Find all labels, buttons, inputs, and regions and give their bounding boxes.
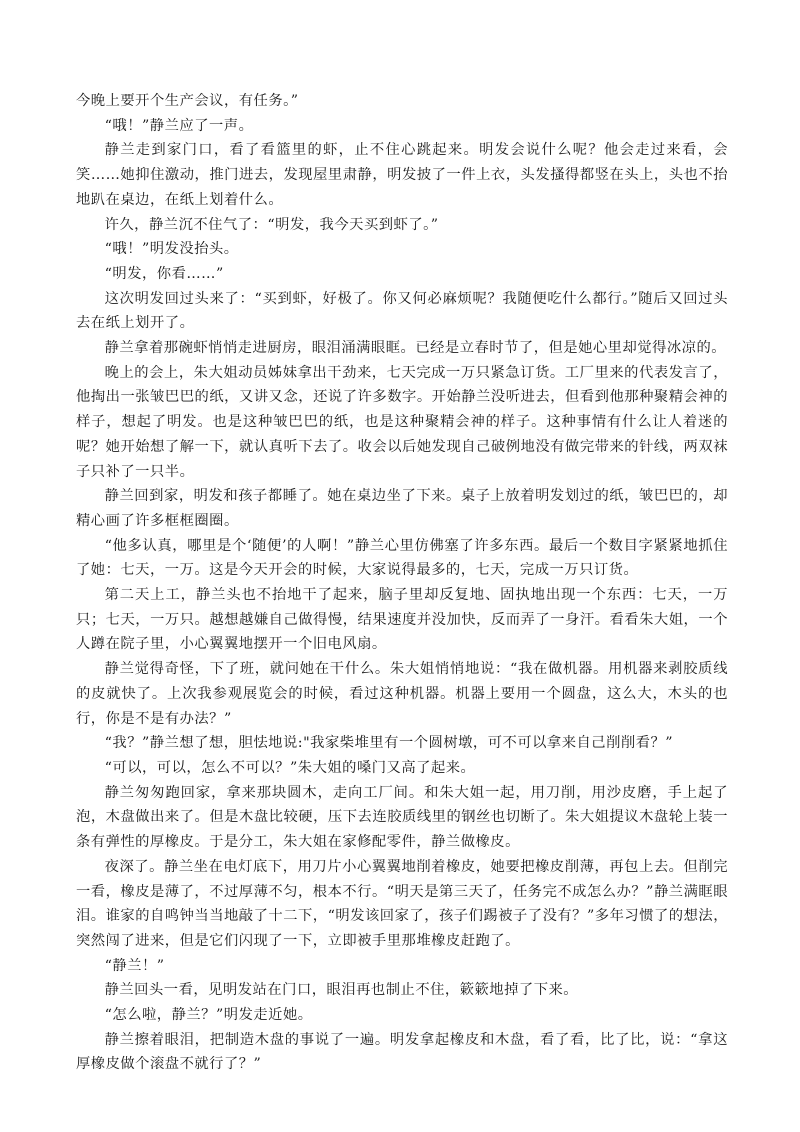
- paragraph-19: 静兰回头一看，见明发站在门口，眼泪再也制止不住，簌簌地掉了下来。: [104, 982, 579, 999]
- paragraph-17: 夜深了。静兰坐在电灯底下，用刀片小心翼翼地削着橡皮，她要把橡皮削薄，再包上去。但削完一看，橡皮是薄了，不过厚薄不匀，根本不行。“明天是第三天了，任务完不成怎么办？”静兰满眶眼泪。谁家的自鸣钟当当地敲了十二下，“明发该回家了，孩子们踢被子了没有？”多年习惯了的想法，突然闯了进来，但是它们闪现了一下，立即被手里那堆橡皮赶跑了。: [76, 858, 728, 949]
- paragraph-15: “可以，可以，怎么不可以？”朱大姐的嗓门又高了起来。: [104, 759, 476, 776]
- paragraph-1: 今晚上要开个生产会议，有任务。”: [76, 93, 299, 109]
- paragraph-2: “哦！”静兰应了一声。: [104, 117, 254, 134]
- paragraph-4: 许久，静兰沉不住气了：“明发，我今天买到虾了。”: [104, 216, 439, 233]
- paragraph-14: “我？”静兰想了想，胆怯地说:"我家柴堆里有一个圆树墩，可不可以拿来自己削削看？”: [104, 735, 674, 752]
- paragraph-10: 静兰回到家，明发和孩子都睡了。她在桌边坐了下来。桌子上放着明发划过的纸，皱巴巴的，却精心画了许多框框圈圈。: [76, 488, 728, 529]
- paragraph-20: “怎么啦，静兰？”明发走近她。: [104, 1007, 313, 1024]
- paragraph-7: 这次明发回过头来了：“买到虾，好极了。你又何必麻烦呢？我随便吃什么都行。”随后又回过头去在纸上划开了。: [76, 290, 728, 332]
- paragraph-12: 第二天上工，静兰头也不抬地干了起来，脑子里却反复地、固执地出现一个东西：七天，一万只；七天，一万只。越想越嫌自己做得慢，结果速度并没加快，反而弄了一身汗。看看朱大姐，一个人蹲在院子里，小心翼翼地摆开一个旧电风扇。: [76, 587, 728, 653]
- paragraph-6: “明发，你看……”: [104, 265, 224, 282]
- paragraph-18: “静兰！”: [104, 957, 165, 974]
- paragraph-5: “哦！”明发没抬头。: [104, 241, 239, 258]
- paragraph-21: 静兰擦着眼泪，把制造木盘的事说了一遍。明发拿起橡皮和木盘，看了看，比了比，说：“拿这厚橡皮做个滚盘不就行了？”: [76, 1031, 728, 1073]
- paragraph-9: 晚上的会上，朱大姐动员姊妹拿出干劲来，七天完成一万只紧急订货。工厂里来的代表发言了，他掏出一张皱巴巴的纸，又讲又念，还说了许多数字。开始静兰没听进去，但看到他那种聚精会神的样子，想起了明发。也是这种皱巴巴的纸，也是这种聚精会神的样子。这种事情有什么让人着迷的呢？她开始想了解一下，就认真听下去了。收会以后她发现自己破例地没有做完带来的针线，两双袜子只补了一只半。: [76, 364, 728, 480]
- paragraph-11: “他多认真，哪里是个‘随便’的人啊！”静兰心里仿佛塞了许多东西。最后一个数目字紧紧地抓住了她：七天，一万。这是今天开会的时候，大家说得最多的，七天，完成一万只订货。: [76, 537, 728, 579]
- paragraph-16: 静兰匆匆跑回家，拿来那块圆木，走向工厂间。和朱大姐一起，用刀削，用沙皮磨，手上起了泡，木盘做出来了。但是木盘比较硬，压下去连胶质线里的钢丝也切断了。朱大姐提议木盘轮上装一条有弹性的厚橡皮。于是分工，朱大姐在家修配零件，静兰做橡皮。: [76, 784, 728, 851]
- paragraph-8: 静兰拿着那碗虾悄悄走进厨房，眼泪涌满眼眶。已经是立春时节了，但是她心里却觉得冰凉的。: [104, 340, 727, 357]
- paragraph-3: 静兰走到家门口，看了看篮里的虾，止不住心跳起来。明发会说什么呢？他会走过来看，会笑……她抑住激动，推门进去，发现屋里肃静，明发披了一件上衣，头发搔得都竖在头上，头也不抬地趴在桌边，在纸上划着什么。: [76, 142, 728, 208]
- paragraph-13: 静兰觉得奇怪，下了班，就问她在干什么。朱大姐悄悄地说：“我在做机器。用机器来剥胶质线的皮就快了。上次我参观展览会的时候，看过这种机器。机器上要用一个圆盘，这么大，木头的也行，你是不是有办法？”: [76, 661, 728, 727]
- document-page: [76, 89, 728, 1077]
